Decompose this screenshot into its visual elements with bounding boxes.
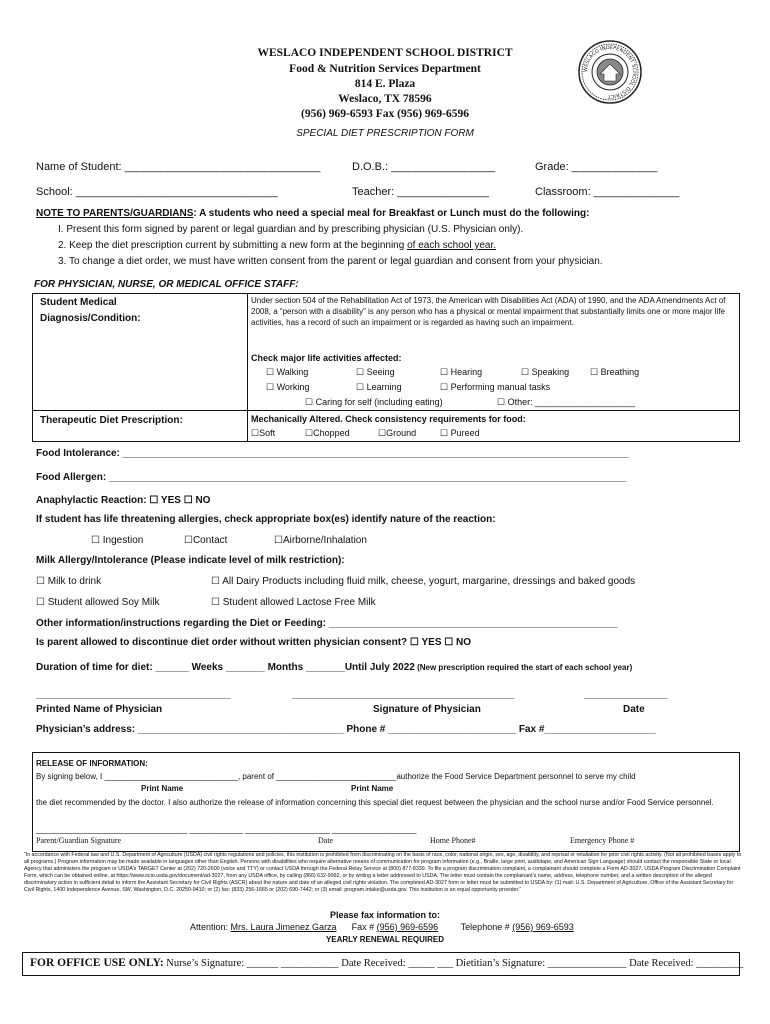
attention-label: Attention:	[190, 922, 231, 932]
physician-date-line[interactable]: _______________	[584, 689, 668, 700]
student-name-field[interactable]: Name of Student: ________________________________	[36, 161, 321, 173]
office-use-label: FOR OFFICE USE ONLY:	[30, 957, 164, 969]
attention-name: Mrs. Laura Jimenez Garza	[230, 922, 337, 932]
physician-name-line[interactable]: ___________________________________	[36, 689, 231, 700]
checkbox-speaking[interactable]: ☐ Speaking	[521, 367, 570, 377]
checkbox-learning[interactable]: ☐ Learning	[356, 382, 402, 392]
checkbox-walking[interactable]: ☐ Walking	[266, 367, 309, 377]
release-print-name-1: Print Name	[141, 784, 184, 793]
office-use-line[interactable]	[30, 957, 743, 969]
teacher-field[interactable]: Teacher: _______________	[352, 186, 490, 198]
release-heading: RELEASE OF INFORMATION:	[36, 759, 148, 768]
physician-signature-line[interactable]: ________________________________________	[292, 689, 515, 700]
duration-note: (New prescription required the start of each school year)	[414, 663, 633, 672]
release-text: the diet recommended by the doctor. I also authorize the release of information concerning this special diet request between the physician and the school nurse and/or Food Service personnel.	[36, 798, 714, 807]
district-name: WESLACO INDEPENDENT SCHOOL DISTRICT	[257, 47, 513, 59]
usda-nondiscrimination-statement: “In accordance with Federal law and U.S. Department of Agriculture (USDA) civil rights regulations and policies, this institution is prohibited from discriminating on the basis of race, color, national origin, sex, age, disability, and reprisal or retaliation for prior civil rights activity. (Not all prohibited bases apply to all programs.) Program information may be made available in languages other than English. Persons with disabilities who require alternative means of communication for program information (e.g., Braille, large print, audiotape, and American Sign Language) should contact the responsible State or local Agency that administers the program or USDA’s TARGET Center at (202) 720-2600 (voice and TTY) or contact USDA through the Federal Relay Service at (800) 877-8339. To file a program discrimination complaint, a complainant should complete a Form AD-3027, USDA Program Discrimination Complaint Form, which can be obtained online, at https://www.ocio.usda.gov/document/ad-3027, from any USDA office, by calling (866) 632-9992, or by writing a letter addressed to USDA. The letter must contain the complainant’s name, address, telephone number, and a written description of the alleged discriminatory action in sufficient detail to inform the Assistant Secretary for Civil Rights (ASCR) about the nature and date of an alleged civil rights violation. The completed AD-3027 form or letter must be submitted to USDA by: (1) mail: U.S. Department of Agriculture, Office of the Assistant Secretary for Civil Rights, 1400 Independence Avenue, SW, Washington, D.C. 20250-9410; or (2) fax: (833) 256-1665 or (202) 690-7442; or (3) email: program.intake@usda.gov. This institution is an equal opportunity provider.”	[24, 852, 742, 893]
fax-label: Fax #	[351, 922, 377, 932]
emergency-phone-label: Emergency Phone #	[570, 836, 635, 845]
date-label: Date	[623, 704, 645, 715]
release-date-label: Date	[318, 836, 334, 845]
department-name: Food & Nutrition Services Department	[289, 63, 481, 75]
checkbox-caring-self[interactable]: ☐ Caring for self (including eating)	[305, 397, 443, 407]
checkbox-soy-milk[interactable]: ☐ Student allowed Soy Milk	[36, 597, 160, 608]
note-lead: NOTE TO PARENTS/GUARDIANS	[36, 208, 194, 219]
checkbox-breathing[interactable]: ☐ Breathing	[590, 367, 640, 377]
address-line-1: 814 E. Plaza	[354, 78, 416, 90]
diagnosis-label-1: Student Medical	[40, 297, 117, 308]
checkbox-hearing[interactable]: ☐ Hearing	[440, 367, 483, 377]
telephone-label: Telephone #	[460, 922, 513, 932]
note-item-3: 3. To change a diet order, we must have written consent from the parent or legal guardian and consent from your physician.	[58, 256, 603, 267]
school-field[interactable]: School: _________________________________	[36, 186, 278, 198]
check-activities-heading: Check major life activities affected:	[251, 353, 402, 363]
address-line-2: Weslaco, TX 78596	[338, 93, 432, 105]
release-print-name-2: Print Name	[351, 784, 394, 793]
note-item-2	[58, 240, 496, 251]
phone-line: (956) 969-6593 Fax (956) 969-6596	[300, 108, 469, 120]
note-item-2-text: 2. Keep the diet prescription current by submitting a new form at the beginning	[58, 240, 408, 251]
checkbox-ingestion[interactable]: ☐ Ingestion	[91, 535, 144, 546]
note-item-2-underlined: of each school year.	[407, 240, 497, 251]
fax-number: (956) 969-6596	[376, 922, 439, 932]
release-signature-lines[interactable]: __________________________________ ____________ ___________________ ___________________	[36, 825, 417, 834]
milk-heading: Milk Allergy/Intolerance (Please indicate level of milk restriction):	[36, 555, 345, 566]
note-item-1: I. Present this form signed by parent or legal guardian and by prescribing physician (U.S. Physician only).	[58, 224, 524, 235]
fax-contact-line	[190, 922, 574, 932]
checkbox-airborne[interactable]: ☐Airborne/Inhalation	[274, 535, 367, 546]
classroom-field[interactable]: Classroom: ______________	[535, 186, 680, 198]
checkbox-ground[interactable]: ☐Ground	[378, 428, 417, 438]
other-info-field[interactable]: Other information/instructions regarding the Diet or Feeding: ____________________________________________________	[36, 618, 618, 629]
food-intolerance-field[interactable]: Food Intolerance: ___________________________________________________________________________________________	[36, 448, 629, 459]
checkbox-pureed[interactable]: ☐ Pureed	[440, 428, 480, 438]
duration-field[interactable]	[36, 662, 632, 673]
telephone-number: (956) 969-6593	[512, 922, 574, 932]
checkbox-milk-to-drink[interactable]: ☐ Milk to drink	[36, 576, 102, 587]
home-phone-label: Home Phone#	[430, 836, 476, 845]
checkbox-all-dairy[interactable]: ☐ All Dairy Products including fluid milk, cheese, yogurt, margarine, dressings and baked goods	[211, 576, 636, 587]
diagnosis-label-2: Diagnosis/Condition:	[40, 313, 141, 324]
checkbox-manual-tasks[interactable]: ☐ Performing manual tasks	[440, 382, 551, 392]
physician-address-field[interactable]: Physician’s address: _____________________________________ Phone # _______________________ Fax #____________________	[36, 724, 656, 735]
grade-field[interactable]: Grade: ______________	[535, 161, 658, 173]
parent-signature-label: Parent/Guardian Signature	[36, 836, 122, 845]
note-heading	[36, 208, 589, 219]
discontinue-question[interactable]: Is parent allowed to discontinue diet order without written physician consent? ☐ YES ☐ NO	[36, 637, 472, 648]
checkbox-seeing[interactable]: ☐ Seeing	[356, 367, 395, 377]
section-504-text: Under section 504 of the Rehabilitation Act of 1973, the American with Disabilities Act (ADA) of 1990, and the ADA Amendments Act of 2008, a “person with a disability” is any person who has a physical or mental impairment that substantially limits one or more major life activities, has a record of such an impairment or is regarded as having such an impairment.	[251, 296, 726, 327]
office-use-fields[interactable]: Nurse’s Signature: ______ ___________ Date Received: _____ ___ Dietitian’s Signature: _______________ Date Received: _________	[163, 958, 744, 969]
mech-altered-heading: Mechanically Altered. Check consistency requirements for food:	[251, 414, 526, 424]
food-allergen-field[interactable]: Food Allergen: _____________________________________________________________________________________________	[36, 472, 627, 483]
release-by-signing[interactable]: By signing below, I ______________________________, parent of ___________________________authorize the Food Service Department personnel to serve my child	[36, 772, 636, 781]
note-text: : A students who need a special meal for Breakfast or Lunch must do the following:	[193, 208, 590, 219]
life-threatening-heading: If student has life threatening allergies, check appropriate box(es) identify nature of the reaction:	[36, 514, 496, 525]
therapeutic-label: Therapeutic Diet Prescription:	[40, 415, 183, 426]
district-seal-icon	[578, 40, 642, 104]
signature-label: Signature of Physician	[373, 704, 481, 715]
seal-ring-text: WESLACO INDEPENDENT SCHOOL DISTRICT	[582, 44, 638, 100]
printed-name-label: Printed Name of Physician	[36, 704, 163, 715]
staff-heading: FOR PHYSICIAN, NURSE, OR MEDICAL OFFICE STAFF:	[34, 279, 299, 290]
yearly-renewal: YEARLY RENEWAL REQUIRED	[325, 935, 445, 944]
checkbox-chopped[interactable]: ☐Chopped	[305, 428, 350, 438]
checkbox-soft[interactable]: ☐Soft	[251, 428, 276, 438]
checkbox-working[interactable]: ☐ Working	[266, 382, 310, 392]
duration-text: Duration of time for diet: ______ Weeks _______ Months _______Until July 2022	[36, 662, 415, 673]
anaphylactic-reaction[interactable]: Anaphylactic Reaction: ☐ YES ☐ NO	[36, 495, 211, 506]
checkbox-contact[interactable]: ☐Contact	[184, 535, 228, 546]
dob-field[interactable]: D.O.B.: _________________	[352, 161, 496, 173]
fax-heading: Please fax information to:	[329, 910, 441, 920]
form-title: SPECIAL DIET PRESCRIPTION FORM	[296, 128, 474, 139]
checkbox-lactose-free[interactable]: ☐ Student allowed Lactose Free Milk	[211, 597, 376, 608]
checkbox-other[interactable]: ☐ Other: ____________________	[497, 397, 636, 407]
